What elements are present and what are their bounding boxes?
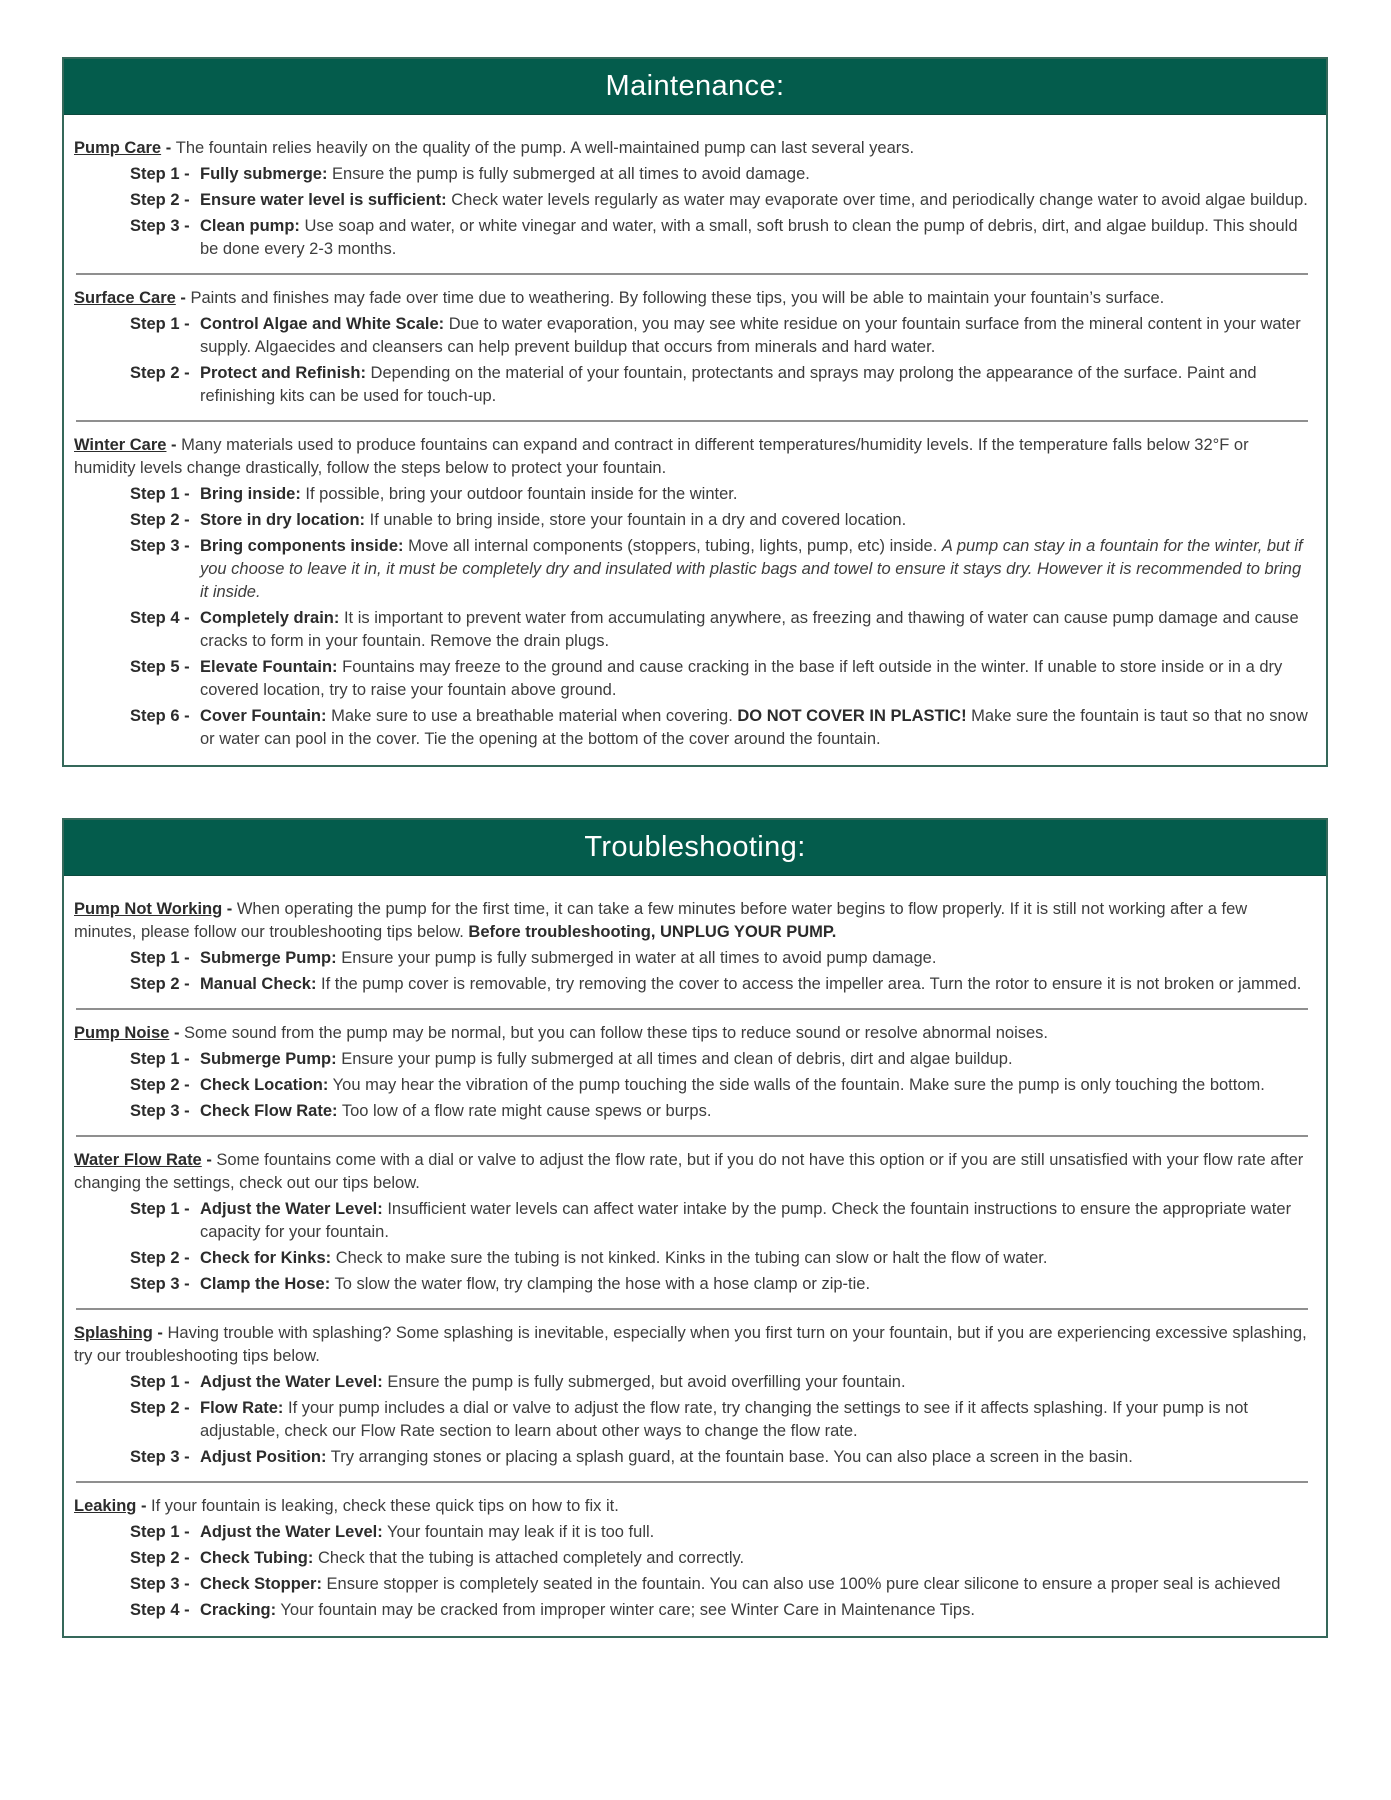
text-segment: Check Tubing: bbox=[200, 1549, 314, 1567]
text-segment: Adjust the Water Level: bbox=[200, 1200, 383, 1218]
step-label: Step 2 - bbox=[130, 1399, 190, 1417]
step-text bbox=[200, 1048, 1310, 1071]
step-row bbox=[130, 189, 1310, 212]
step-label: Step 1 - bbox=[130, 949, 190, 967]
step-label: Step 5 - bbox=[130, 658, 190, 676]
text-segment: Having trouble with splashing? Some splashing is inevitable, especially when you first turn on your fountain, but if you are experiencing excessive splashing, try our troubleshooting tips below. bbox=[74, 1324, 1307, 1365]
text-segment: If possible, bring your outdoor fountain inside for the winter. bbox=[300, 485, 738, 503]
text-segment: Clamp the Hose: bbox=[200, 1275, 331, 1293]
text-segment: Ensure the pump is fully submerged, but avoid overfilling your fountain. bbox=[382, 1373, 906, 1391]
section-heading: Leaking bbox=[74, 1497, 137, 1515]
text-segment: Make sure the fountain is taut so that no snow or water can pool in the cover. Tie the opening at the bottom of the cover around the fountain. bbox=[200, 707, 1308, 748]
step-label: Step 1 - bbox=[130, 1200, 190, 1218]
text-segment: Your fountain may leak if it is too full. bbox=[382, 1523, 655, 1541]
step-row bbox=[130, 1446, 1310, 1469]
step-text bbox=[200, 1247, 1310, 1270]
heading-dash: - bbox=[166, 436, 182, 454]
step-label: Step 4 - bbox=[130, 1601, 190, 1619]
step-text bbox=[200, 1074, 1310, 1097]
step-label: Step 6 - bbox=[130, 707, 190, 725]
text-segment: Adjust the Water Level: bbox=[200, 1373, 383, 1391]
text-segment: Make sure to use a breathable material when covering. bbox=[326, 707, 738, 725]
maintenance-panel bbox=[62, 57, 1328, 767]
step-row bbox=[130, 1371, 1310, 1394]
text-segment: Ensure your pump is fully submerged in water at all times to avoid pump damage. bbox=[336, 949, 937, 967]
step-label: Step 4 - bbox=[130, 609, 190, 627]
text-segment: Protect and Refinish: bbox=[200, 364, 366, 382]
step-label: Step 1 - bbox=[130, 1050, 190, 1068]
text-segment: When operating the pump for the first time, it can take a few minutes before water begins to flow properly. If it is still not working after a few minutes, please follow our troubleshooting tips below. bbox=[74, 900, 1248, 941]
section-heading: Pump Not Working bbox=[74, 900, 223, 918]
text-segment: Check to make sure the tubing is not kinked. Kinks in the tubing can slow or halt the flow of water. bbox=[331, 1249, 1048, 1267]
step-label: Step 3 - bbox=[130, 217, 190, 235]
step-label: Step 3 - bbox=[130, 1102, 190, 1120]
step-row bbox=[130, 483, 1310, 506]
text-segment: Ensure water level is sufficient: bbox=[200, 191, 447, 209]
step-text bbox=[200, 607, 1310, 653]
text-segment: Check Stopper: bbox=[200, 1575, 322, 1593]
section-intro bbox=[74, 1149, 1310, 1195]
care-section bbox=[74, 1495, 1310, 1622]
section-intro bbox=[74, 137, 1310, 160]
step-label: Step 2 - bbox=[130, 364, 190, 382]
text-segment: Manual Check: bbox=[200, 975, 317, 993]
section-intro bbox=[74, 434, 1310, 480]
step-row bbox=[130, 1198, 1310, 1244]
maintenance-body bbox=[64, 115, 1326, 765]
step-text bbox=[200, 1100, 1310, 1123]
step-text bbox=[200, 483, 1310, 506]
step-text bbox=[200, 1198, 1310, 1244]
step-row bbox=[130, 509, 1310, 532]
section-heading: Pump Care bbox=[74, 139, 162, 157]
step-row bbox=[130, 1074, 1310, 1097]
care-section bbox=[74, 287, 1310, 408]
text-segment: Clean pump: bbox=[200, 217, 300, 235]
heading-dash: - bbox=[201, 1151, 217, 1169]
step-row bbox=[130, 607, 1310, 653]
step-row bbox=[130, 1048, 1310, 1071]
troubleshooting-header bbox=[64, 820, 1326, 876]
step-row bbox=[130, 656, 1310, 702]
text-segment: It is important to prevent water from accumulating anywhere, as freezing and thawing of water can cause pump damage and cause cracks to form in your fountain. Remove the drain plugs. bbox=[200, 609, 1299, 650]
step-row bbox=[130, 1599, 1310, 1622]
text-segment: Completely drain: bbox=[200, 609, 340, 627]
step-text bbox=[200, 973, 1310, 996]
section-intro bbox=[74, 898, 1310, 944]
heading-dash: - bbox=[136, 1497, 152, 1515]
care-section bbox=[74, 1022, 1310, 1123]
step-label: Step 3 - bbox=[130, 1575, 190, 1593]
section-heading: Winter Care bbox=[74, 436, 167, 454]
step-text bbox=[200, 163, 1310, 186]
step-row bbox=[130, 163, 1310, 186]
section-intro bbox=[74, 287, 1310, 310]
heading-dash: - bbox=[161, 139, 176, 157]
step-label: Step 1 - bbox=[130, 315, 190, 333]
text-segment: Submerge Pump: bbox=[200, 949, 337, 967]
step-text bbox=[200, 215, 1310, 261]
step-label: Step 3 - bbox=[130, 1448, 190, 1466]
text-segment: The fountain relies heavily on the quality of the pump. A well-maintained pump can last several years. bbox=[175, 139, 915, 157]
text-segment: Store in dry location: bbox=[200, 511, 366, 529]
text-segment: Fountains may freeze to the ground and cause cracking in the base if left outside in the winter. If unable to store inside or in a dry covered location, try to raise your fountain above ground. bbox=[200, 658, 1283, 699]
section-divider bbox=[76, 1308, 1308, 1310]
troubleshooting-panel bbox=[62, 818, 1328, 1638]
step-text bbox=[200, 509, 1310, 532]
care-section bbox=[74, 1149, 1310, 1296]
step-text bbox=[200, 313, 1310, 359]
heading-dash: - bbox=[222, 900, 237, 918]
section-intro bbox=[74, 1495, 1310, 1518]
section-divider bbox=[76, 1135, 1308, 1137]
step-row bbox=[130, 1100, 1310, 1123]
step-label: Step 3 - bbox=[130, 1275, 190, 1293]
step-row bbox=[130, 973, 1310, 996]
step-text bbox=[200, 362, 1310, 408]
text-segment: Check Location: bbox=[200, 1076, 329, 1094]
step-label: Step 2 - bbox=[130, 1249, 190, 1267]
step-row bbox=[130, 362, 1310, 408]
text-segment: Due to water evaporation, you may see white residue on your fountain surface from the mineral content in your water supply. Algaecides and cleansers can help prevent buildup that occurs from minerals and hard water. bbox=[200, 315, 1301, 356]
step-row bbox=[130, 947, 1310, 970]
text-segment: Adjust the Water Level: bbox=[200, 1523, 383, 1541]
maintenance-title: Maintenance: bbox=[605, 70, 785, 102]
text-segment: Ensure the pump is fully submerged at all times to avoid damage. bbox=[327, 165, 810, 183]
step-row bbox=[130, 1521, 1310, 1544]
section-heading: Water Flow Rate bbox=[74, 1151, 202, 1169]
step-text bbox=[200, 1371, 1310, 1394]
care-section bbox=[74, 1322, 1310, 1469]
text-segment: Control Algae and White Scale: bbox=[200, 315, 445, 333]
care-section bbox=[74, 434, 1310, 751]
step-label: Step 2 - bbox=[130, 191, 190, 209]
section-intro bbox=[74, 1322, 1310, 1368]
step-text bbox=[200, 1446, 1310, 1469]
section-divider bbox=[76, 1008, 1308, 1010]
text-segment: You may hear the vibration of the pump touching the side walls of the fountain. Make sure the pump is only touching the bottom. bbox=[328, 1076, 1265, 1094]
text-segment: Cracking: bbox=[200, 1601, 277, 1619]
text-segment: Use soap and water, or white vinegar and water, with a small, soft brush to clean the pump of debris, dirt, and algae buildup. This should be done every 2-3 months. bbox=[200, 217, 1298, 258]
step-label: Step 2 - bbox=[130, 1549, 190, 1567]
text-segment: Many materials used to produce fountains can expand and contract in different temperatures/humidity levels. If the temperature falls below 32°F or humidity levels change drastically, follow the steps below to protect your fountain. bbox=[74, 436, 1249, 477]
step-label: Step 2 - bbox=[130, 1076, 190, 1094]
text-segment: If your pump includes a dial or valve to adjust the flow rate, try changing the settings to see if it affects splashing. If your pump is not adjustable, check our Flow Rate section to learn about other ways to change the flow rate. bbox=[200, 1399, 1248, 1440]
step-text bbox=[200, 1521, 1310, 1544]
step-row bbox=[130, 705, 1310, 751]
text-segment: Ensure stopper is completely seated in the fountain. You can also use 100% pure clear silicone to ensure a proper seal is achieved bbox=[321, 1575, 1281, 1593]
step-text bbox=[200, 189, 1310, 212]
step-label: Step 1 - bbox=[130, 1373, 190, 1391]
maintenance-header bbox=[64, 59, 1326, 115]
care-section bbox=[74, 137, 1310, 261]
step-row bbox=[130, 1547, 1310, 1570]
step-text bbox=[200, 656, 1310, 702]
section-heading: Pump Noise bbox=[74, 1024, 170, 1042]
section-divider bbox=[76, 1481, 1308, 1483]
heading-dash: - bbox=[175, 289, 191, 307]
step-text bbox=[200, 1273, 1310, 1296]
step-text bbox=[200, 1599, 1310, 1622]
step-label: Step 1 - bbox=[130, 1523, 190, 1541]
section-divider bbox=[76, 273, 1308, 275]
step-label: Step 1 - bbox=[130, 485, 190, 503]
text-segment: Some fountains come with a dial or valve to adjust the flow rate, but if you do not have this option or if you are still unsatisfied with your flow rate after changing the settings, check out our tips below. bbox=[74, 1151, 1304, 1192]
text-segment: Elevate Fountain: bbox=[200, 658, 338, 676]
section-heading: Splashing bbox=[74, 1324, 153, 1342]
text-segment: Too low of a flow rate might cause spews or burps. bbox=[337, 1102, 712, 1120]
text-segment: Cover Fountain: bbox=[200, 707, 327, 725]
text-segment: Insufficient water levels can affect water intake by the pump. Check the fountain instructions to ensure the appropriate water capacity for your fountain. bbox=[200, 1200, 1292, 1241]
text-segment: Bring inside: bbox=[200, 485, 301, 503]
step-text bbox=[200, 705, 1310, 751]
step-text bbox=[200, 1547, 1310, 1570]
section-intro bbox=[74, 1022, 1310, 1045]
heading-dash: - bbox=[169, 1024, 185, 1042]
step-label: Step 3 - bbox=[130, 537, 190, 555]
step-row bbox=[130, 1273, 1310, 1296]
text-segment: Move all internal components (stoppers, tubing, lights, pump, etc) inside. bbox=[403, 537, 942, 555]
text-segment: Check for Kinks: bbox=[200, 1249, 332, 1267]
troubleshooting-body bbox=[64, 876, 1326, 1636]
text-segment: Ensure your pump is fully submerged at all times and clean of debris, dirt and algae buildup. bbox=[336, 1050, 1013, 1068]
text-segment: Submerge Pump: bbox=[200, 1050, 337, 1068]
text-segment: Depending on the material of your fountain, protectants and sprays may prolong the appearance of the surface. Paint and refinishing kits can be used for touch-up. bbox=[200, 364, 1257, 405]
step-text bbox=[200, 947, 1310, 970]
care-section bbox=[74, 898, 1310, 996]
step-label: Step 1 - bbox=[130, 165, 190, 183]
text-segment: Flow Rate: bbox=[200, 1399, 284, 1417]
text-segment: Check water levels regularly as water may evaporate over time, and periodically change water to avoid algae buildup. bbox=[446, 191, 1308, 209]
step-text bbox=[200, 1573, 1310, 1596]
text-segment: Your fountain may be cracked from improper winter care; see Winter Care in Maintenance Tips. bbox=[276, 1601, 975, 1619]
text-segment: Paints and finishes may fade over time due to weathering. By following these tips, you will be able to maintain your fountain’s surface. bbox=[190, 289, 1165, 307]
step-row bbox=[130, 313, 1310, 359]
text-segment: Try arranging stones or placing a splash guard, at the fountain base. You can also place a screen in the basin. bbox=[326, 1448, 1133, 1466]
step-label: Step 2 - bbox=[130, 975, 190, 993]
text-segment: Adjust Position: bbox=[200, 1448, 327, 1466]
heading-dash: - bbox=[152, 1324, 168, 1342]
step-label: Step 2 - bbox=[130, 511, 190, 529]
section-heading: Surface Care bbox=[74, 289, 176, 307]
text-segment: Check Flow Rate: bbox=[200, 1102, 338, 1120]
step-row bbox=[130, 1573, 1310, 1596]
text-segment: A pump can stay in a fountain for the winter, but if you choose to leave it in, it must be completely dry and insulated with plastic bags and towel to ensure it stays dry. However it is recommended to bring it inside. bbox=[200, 537, 1303, 601]
text-segment: Check that the tubing is attached completely and correctly. bbox=[313, 1549, 745, 1567]
text-segment: DO NOT COVER IN PLASTIC! bbox=[737, 707, 967, 725]
text-segment: Bring components inside: bbox=[200, 537, 404, 555]
step-row bbox=[130, 1397, 1310, 1443]
step-row bbox=[130, 215, 1310, 261]
text-segment: Before troubleshooting, UNPLUG YOUR PUMP. bbox=[468, 923, 837, 941]
text-segment: If your fountain is leaking, check these quick tips on how to fix it. bbox=[151, 1497, 619, 1515]
section-divider bbox=[76, 420, 1308, 422]
troubleshooting-title: Troubleshooting: bbox=[584, 831, 806, 863]
step-row bbox=[130, 535, 1310, 604]
step-text bbox=[200, 535, 1310, 604]
text-segment: Some sound from the pump may be normal, but you can follow these tips to reduce sound or resolve abnormal noises. bbox=[184, 1024, 1048, 1042]
text-segment: To slow the water flow, try clamping the hose with a hose clamp or zip-tie. bbox=[330, 1275, 871, 1293]
text-segment: Fully submerge: bbox=[200, 165, 328, 183]
step-text bbox=[200, 1397, 1310, 1443]
text-segment: If unable to bring inside, store your fountain in a dry and covered location. bbox=[365, 511, 907, 529]
text-segment: If the pump cover is removable, try removing the cover to access the impeller area. Turn the rotor to ensure it is not broken or jammed. bbox=[316, 975, 1302, 993]
step-row bbox=[130, 1247, 1310, 1270]
